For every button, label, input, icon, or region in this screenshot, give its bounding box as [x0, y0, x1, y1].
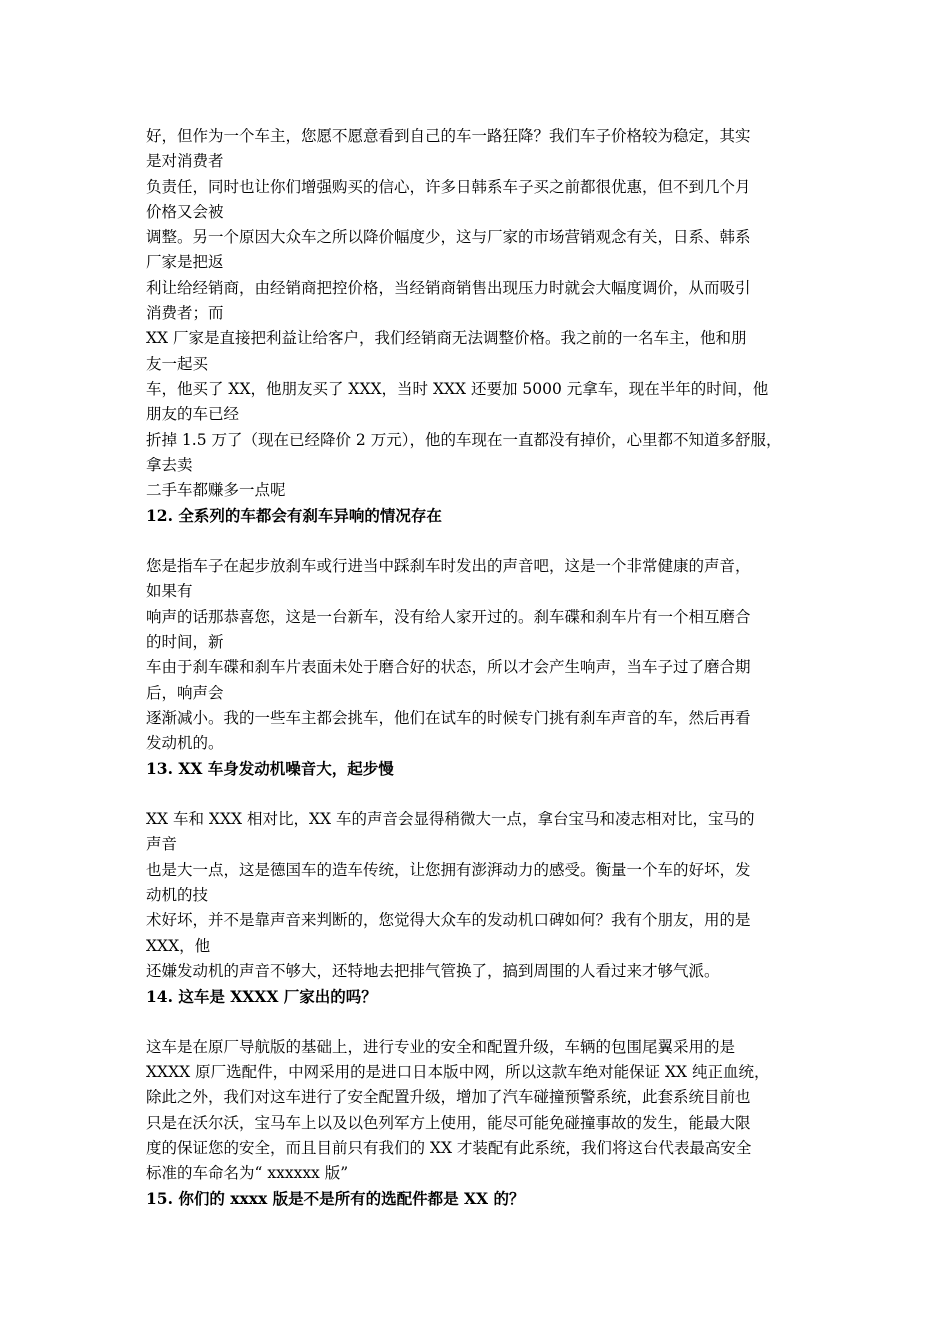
- text-line: 调整。另一个原因大众车之所以降价幅度少，这与厂家的市场营销观念有关，日系、韩系: [146, 228, 751, 247]
- text-line: XXXX 原厂选配件，中网采用的是进口日本版中网，所以这款车绝对能保证 XX 纯正血统，: [146, 1062, 770, 1081]
- text-line: XXX，他: [146, 936, 211, 955]
- section-heading-15: 15. 你们的 xxxx 版是不是所有的选配件都是 XX 的？: [146, 1189, 525, 1209]
- spacer: [146, 529, 818, 554]
- section-12-paragraph: [146, 554, 818, 756]
- spacer: [146, 782, 818, 807]
- section-heading-13: 13. XX 车身发动机噪音大，起步慢: [146, 759, 394, 779]
- section-13-paragraph: [146, 807, 818, 984]
- text-line: 发动机的。: [146, 734, 224, 753]
- section-heading-12: 12. 全系列的车都会有刹车异响的情况存在: [146, 506, 442, 526]
- text-line: 也是大一点，这是德国车的造车传统，让您拥有澎湃动力的感受。衡量一个车的好坏，发: [146, 860, 751, 879]
- text-line: 车，他买了 XX，他朋友买了 XXX，当时 XXX 还要加 5000 元拿车，现在半年的时间，他: [146, 379, 769, 398]
- text-line: 厂家是把返: [146, 253, 224, 272]
- text-line: 这车是在原厂导航版的基础上，进行专业的安全和配置升级，车辆的包围尾翼采用的是: [146, 1037, 736, 1056]
- text-line: 二手车都赚多一点呢: [146, 481, 286, 500]
- text-line: 折掉 1.5 万了（现在已经降价 2 万元），他的车现在一直都没有掉价，心里都不知道多舒服，: [146, 430, 782, 449]
- text-line: 逐渐减小。我的一些车主都会挑车，他们在试车的时候专门挑有刹车声音的车，然后再看: [146, 708, 751, 727]
- section-14-paragraph: [146, 1035, 818, 1187]
- text-line: 朋友的车已经: [146, 405, 240, 424]
- text-line: 利让给经销商，由经销商把控价格，当经销商销售出现压力时就会大幅度调价，从而吸引: [146, 278, 751, 297]
- text-line: 标准的车命名为“ xxxxxx 版”: [146, 1164, 349, 1183]
- text-line: 后，响声会: [146, 683, 224, 702]
- text-line: 术好坏，并不是靠声音来判断的，您觉得大众车的发动机口碑如何？我有个朋友，用的是: [146, 911, 751, 930]
- text-line: 负责任，同时也让你们增强购买的信心，许多日韩系车子买之前都很优惠，但不到几个月: [146, 177, 751, 196]
- text-line: 只是在沃尔沃，宝马车上以及以色列军方上使用，能尽可能免碰撞事故的发生，能最大限: [146, 1113, 751, 1132]
- text-line: XX 厂家是直接把利益让给客户，我们经销商无法调整价格。我之前的一名车主，他和朋: [146, 329, 747, 348]
- text-line: 除此之外，我们对这车进行了安全配置升级，增加了汽车碰撞预警系统，此套系统目前也: [146, 1088, 751, 1107]
- text-line: 您是指车子在起步放刹车或行进当中踩刹车时发出的声音吧，这是一个非常健康的声音，: [146, 557, 751, 576]
- text-line: 车由于刹车碟和刹车片表面未处于磨合好的状态，所以才会产生响声，当车子过了磨合期: [146, 658, 751, 677]
- text-line: 如果有: [146, 582, 193, 601]
- spacer: [146, 1009, 818, 1034]
- section-heading-14: 14. 这车是 XXXX 厂家出的吗？: [146, 987, 377, 1007]
- text-line: 声音: [146, 835, 178, 854]
- text-line: 价格又会被: [146, 202, 224, 221]
- text-line: 是对消费者: [146, 152, 224, 171]
- text-line: 的时间，新: [146, 632, 224, 651]
- text-line: 度的保证您的安全，而且目前只有我们的 XX 才装配有此系统，我们将这台代表最高安全: [146, 1138, 752, 1157]
- text-line: 响声的话那恭喜您，这是一台新车，没有给人家开过的。刹车碟和刹车片有一个相互磨合: [146, 607, 751, 626]
- document-page: [146, 124, 818, 1212]
- text-line: XX 车和 XXX 相对比，XX 车的声音会显得稍微大一点，拿台宝马和凌志相对比，宝马的: [146, 810, 755, 829]
- text-line: 动机的技: [146, 885, 209, 904]
- text-line: 还嫌发动机的声音不够大，还特地去把排气管换了，搞到周围的人看过来才够气派。: [146, 961, 720, 980]
- text-line: 友一起买: [146, 354, 209, 373]
- intro-paragraph: [146, 124, 818, 503]
- text-line: 拿去卖: [146, 455, 193, 474]
- text-line: 消费者；而: [146, 304, 224, 323]
- text-line: 好，但作为一个车主，您愿不愿意看到自己的车一路狂降？我们车子价格较为稳定，其实: [146, 127, 751, 145]
